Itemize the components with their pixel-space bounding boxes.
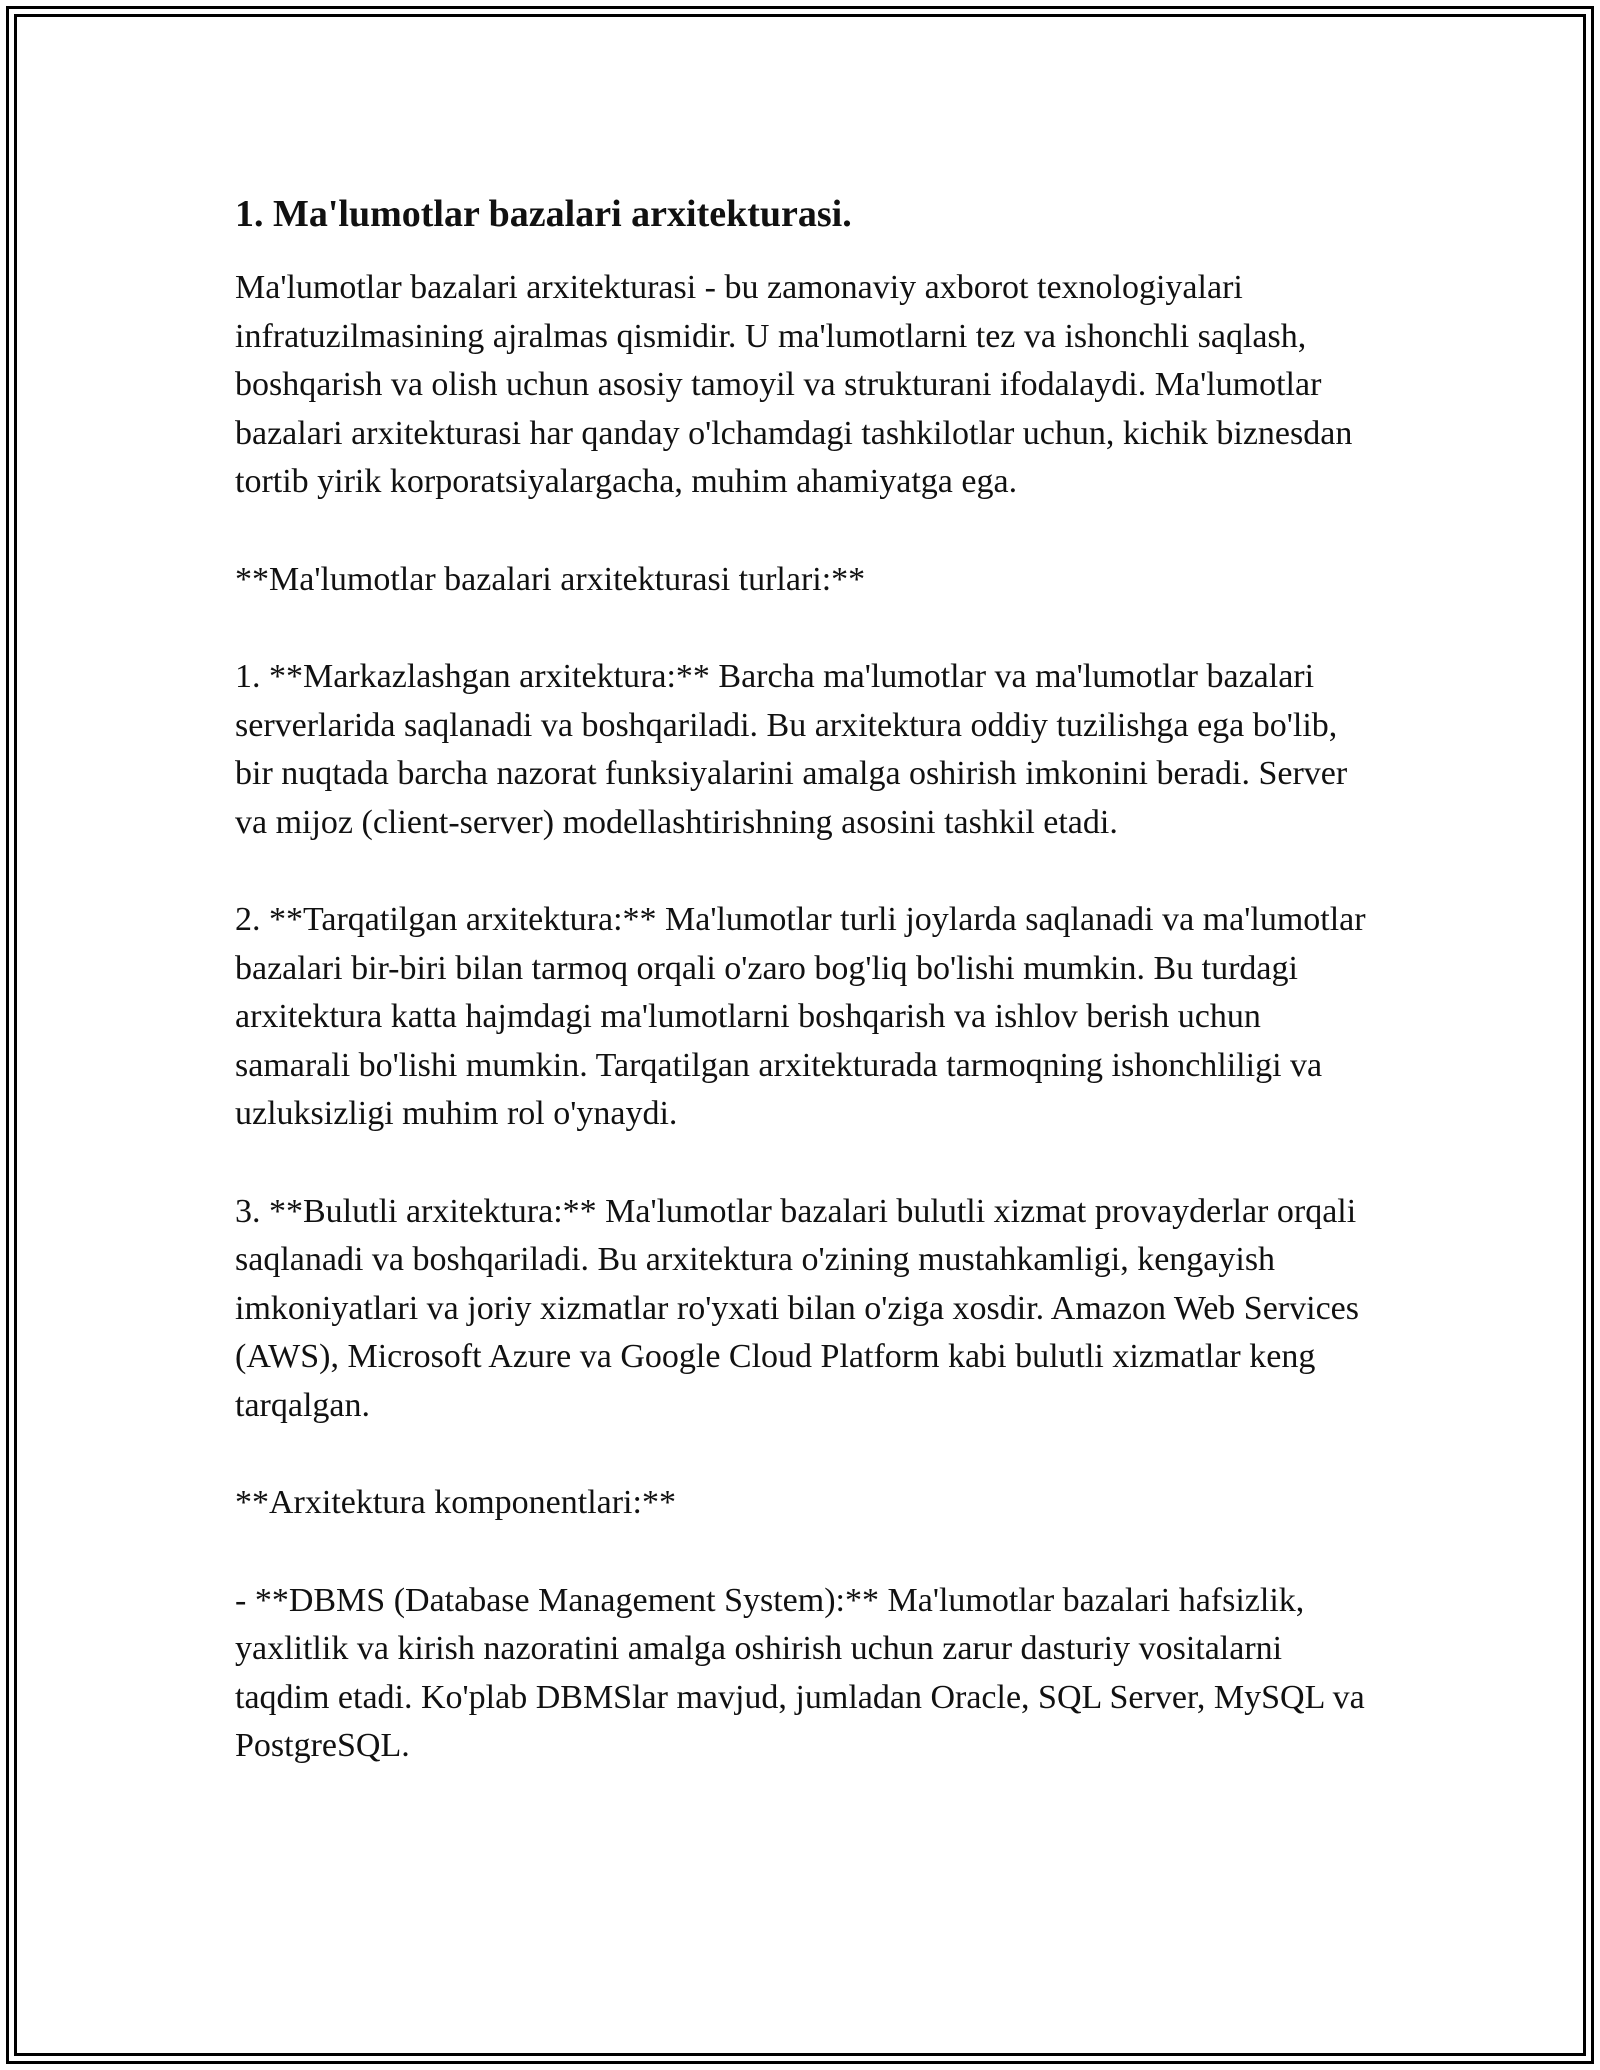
document-body [235, 190, 1375, 1771]
dbms-paragraph: - **DBMS (Database Management System):** Ma'lumotlar bazalari hafsizlik, yaxlitlik va kirish nazoratini amalga oshirish uchun zarur dasturiy vositalarni taqdim etadi. Ko'plab DBMSlar mavjud, jumladan Oracle, SQL Server, MySQL va PostgreSQL. [235, 1581, 1365, 1764]
architecture-types-heading: **Ma'lumotlar bazalari arxitekturasi turlari:** [235, 560, 866, 598]
paragraph-spacer [235, 507, 1375, 556]
section-heading: 1. Ma'lumotlar bazalari arxitekturasi. [235, 193, 852, 235]
components-heading: **Arxitektura komponentlari:** [235, 1484, 676, 1521]
paragraph-spacer [235, 1528, 1375, 1577]
paragraph-spacer [235, 604, 1375, 653]
paragraph-spacer [235, 1430, 1375, 1479]
distributed-architecture-paragraph: 2. **Tarqatilgan arxitektura:** Ma'lumotlar turli joylarda saqlanadi va ma'lumotlar bazalari bir-biri bilan tarmoq orqali o'zaro bog'liq bo'lishi mumkin. Bu turdagi arxitektura katta hajmdagi ma'lumotlarni boshqarish va ishlov berish uchun samarali bo'lishi mumkin. Tarqatilgan arxitekturada tarmoqning ishonchliligi va uzluksizligi muhim rol o'ynaydi. [235, 901, 1366, 1132]
paragraph-spacer [235, 1139, 1375, 1188]
centralized-architecture-paragraph: 1. **Markazlashgan arxitektura:** Barcha ma'lumotlar va ma'lumotlar bazalari serverlarida saqlanadi va boshqariladi. Bu arxitektura oddiy tuzilishga ega bo'lib, bir nuqtada barcha nazorat funksiyalarini amalga oshirish imkonini beradi. Server va mijoz (client-server) modellashtirishning asosini tashkil etadi. [235, 658, 1348, 841]
intro-paragraph: Ma'lumotlar bazalari arxitekturasi - bu zamonaviy axborot texnologiyalari infratuzilmasining ajralmas qismidir. U ma'lumotlarni tez va ishonchli saqlash, boshqarish va olish uchun asosiy tamoyil va strukturani ifodalaydi. Ma'lumotlar bazalari arxitekturasi har qanday o'lchamdagi tashkilotlar uchun, kichik biznesdan tortib yirik korporatsiyalargacha, muhim ahamiyatga ega. [235, 269, 1353, 500]
paragraph-spacer [235, 847, 1375, 896]
cloud-architecture-paragraph: 3. **Bulutli arxitektura:** Ma'lumotlar bazalari bulutli xizmat provayderlar orqali saqlanadi va boshqariladi. Bu arxitektura o'zining mustahkamligi, kengayish imkoniyatlari va joriy xizmatlar ro'yxati bilan o'ziga xosdir. Amazon Web Services (AWS), Microsoft Azure va Google Cloud Platform kabi bulutli xizmatlar keng tarqalgan. [235, 1192, 1359, 1424]
